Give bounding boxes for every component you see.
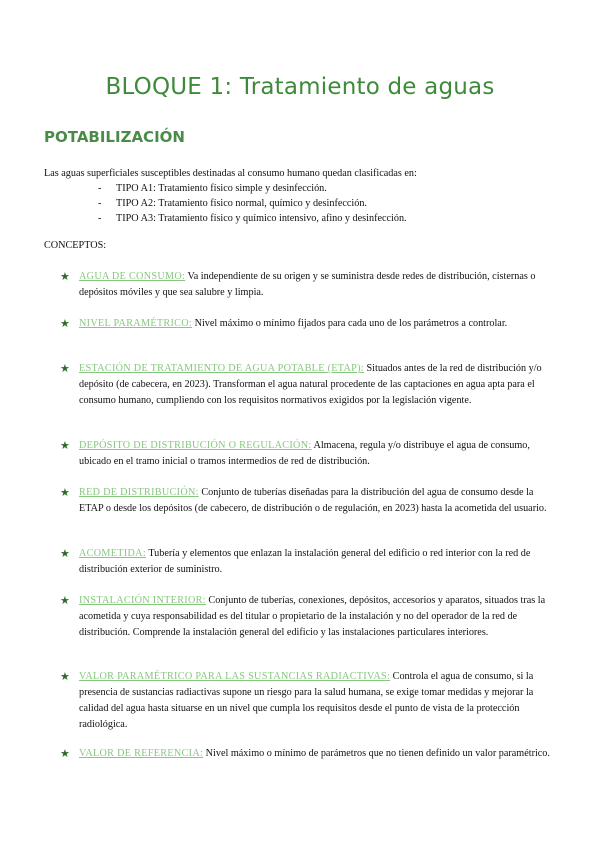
concept-term: NIVEL PARAMÉTRICO: xyxy=(79,318,193,329)
page-title: BLOQUE 1: Tratamiento de aguas xyxy=(105,74,495,100)
concept-item xyxy=(60,746,560,762)
type-item xyxy=(98,196,564,211)
star-icon: ★ xyxy=(60,271,70,283)
intro-text: Las aguas superficiales susceptibles destinadas al consumo humano quedan clasificadas en: xyxy=(44,168,417,179)
star-icon: ★ xyxy=(60,748,70,760)
concept-item xyxy=(60,669,560,733)
concept-term: AGUA DE CONSUMO: xyxy=(79,271,186,282)
type-text: TIPO A2: Tratamiento físico normal, químico y desinfección. xyxy=(116,198,367,209)
concept-definition: Situados antes de la red de distribución y/o depósito (de cabecera, en 2023). Transforman el agua natural procedente de las captaciones en agua apta para el consumo humano, cumpliendo con los requisitos normativos exigidos por la legislación vigente. xyxy=(79,363,542,406)
concept-term: VALOR PARAMÉTRICO PARA LAS SUSTANCIAS RADIACTIVAS: xyxy=(79,671,391,682)
type-text: TIPO A3: Tratamiento físico y químico intensivo, afino y desinfección. xyxy=(116,213,407,224)
star-icon: ★ xyxy=(60,487,70,499)
concept-definition: Nivel máximo o mínimo de parámetros que no tienen definido un valor paramétrico. xyxy=(203,748,550,759)
concept-term: RED DE DISTRIBUCIÓN: xyxy=(79,487,199,498)
concept-term: ACOMETIDA: xyxy=(79,548,146,559)
concept-definition: Controla el agua de consumo, si la presencia de sustancias radiactivas supone un riesgo para la salud humana, se exige tomar medidas y mejorar la calidad del agua hasta situarse en un nivel que cumpla los requisitos desde el punto de vista de la protección radiológica. xyxy=(79,671,534,730)
concepts-heading: CONCEPTOS: xyxy=(44,240,107,251)
concept-term: VALOR DE REFERENCIA: xyxy=(79,748,204,759)
type-text: TIPO A1: Tratamiento físico simple y desinfección. xyxy=(116,183,327,194)
dash-marker: - xyxy=(98,183,102,194)
concept-item xyxy=(60,546,560,578)
dash-marker: - xyxy=(98,198,102,209)
concept-item xyxy=(60,361,560,409)
concept-item xyxy=(60,485,560,517)
concept-definition: Tubería y elementos que enlazan la instalación general del edificio o red interior con la red de distribución exterior de suministro. xyxy=(79,548,531,575)
concept-item xyxy=(60,438,560,470)
concept-term: DEPÓSITO DE DISTRIBUCIÓN O REGULACIÓN: xyxy=(79,440,312,451)
concept-item xyxy=(60,316,560,332)
star-icon: ★ xyxy=(60,318,70,330)
concept-definition: Va independiente de su origen y se suministra desde redes de distribución, cisternas o depósitos móviles y que sea salubre y limpia. xyxy=(79,271,536,298)
concept-term: ESTACIÓN DE TRATAMIENTO DE AGUA POTABLE (ETAP): xyxy=(79,363,364,374)
concept-term: INSTALACIÓN INTERIOR: xyxy=(79,595,206,606)
intro-block xyxy=(44,166,564,226)
type-item xyxy=(98,211,564,226)
concept-definition: Nivel máximo o mínimo fijados para cada uno de los parámetros a controlar. xyxy=(192,318,508,329)
section-heading: POTABILIZACIÓN xyxy=(44,128,185,146)
star-icon: ★ xyxy=(60,548,70,560)
star-icon: ★ xyxy=(60,671,70,683)
concept-definition: Conjunto de tuberías diseñadas para la distribución del agua de consumo desde la ETAP o desde los depósitos (de cabecero, de distribución o de regulación, en 2023) hasta la acometida del usuario. xyxy=(79,487,547,514)
dash-marker: - xyxy=(98,213,102,224)
concept-item xyxy=(60,269,560,301)
type-item xyxy=(98,181,564,196)
concept-definition: Almacena, regula y/o distribuye el agua de consumo, ubicado en el tramo inicial o tramos intermedios de red de distribución. xyxy=(79,440,530,467)
star-icon: ★ xyxy=(60,363,70,375)
types-list xyxy=(44,181,564,226)
concept-item xyxy=(60,593,560,641)
star-icon: ★ xyxy=(60,440,70,452)
concept-definition: Conjunto de tuberías, conexiones, depósitos, accesorios y aparatos, situados tras la acometida y cuya responsabilidad es del titular o propietario de la instalación y no del operador de la red de distribución. Comprende la instalación general del edificio y las instalaciones particulares interiores. xyxy=(79,595,546,638)
star-icon: ★ xyxy=(60,595,70,607)
